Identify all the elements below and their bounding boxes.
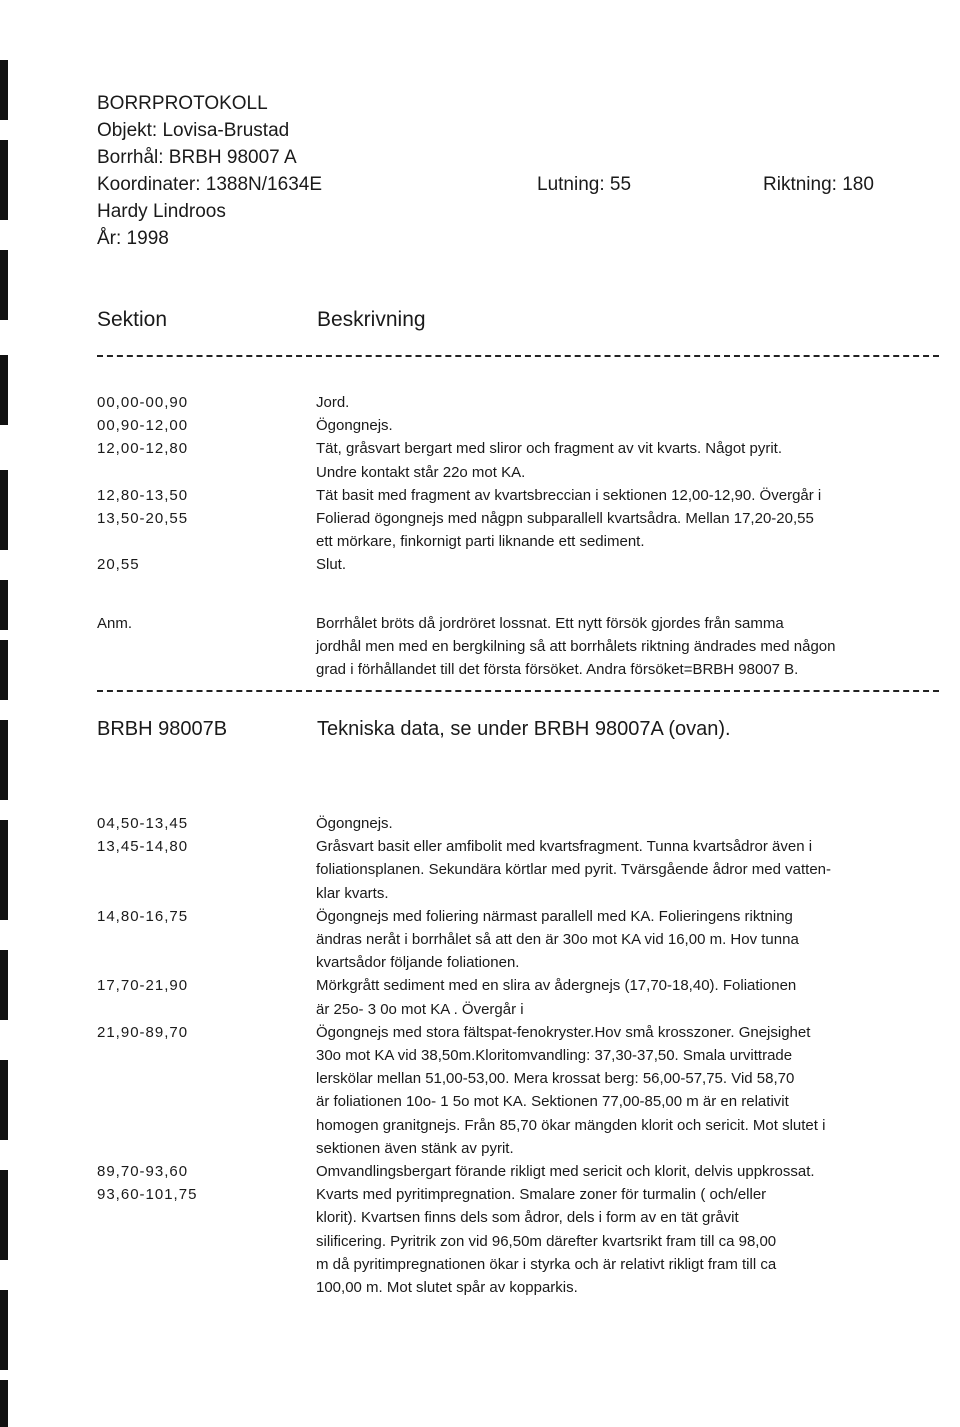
drill-log-a [97, 391, 956, 577]
margin-mark [0, 1060, 8, 1140]
margin-mark [0, 820, 8, 920]
log-entry-section: 14,80-16,75 [97, 907, 189, 925]
year-line: År: 1998 [97, 228, 169, 249]
margin-mark [0, 950, 8, 1020]
log-entry-description [316, 437, 956, 483]
remark-text [316, 612, 956, 682]
log-entry-section: 12,80-13,50 [97, 486, 189, 504]
document-header [97, 90, 874, 252]
margin-mark [0, 250, 8, 320]
margin-mark [0, 60, 8, 120]
log-entry [97, 1021, 956, 1160]
section-b-note: Tekniska data, se under BRBH 98007A (ovan). [317, 718, 731, 740]
description-line: Jord. [316, 394, 350, 411]
margin-mark [0, 470, 8, 550]
objekt-line: Objekt: Lovisa-Brustad [97, 120, 290, 141]
description-line: Mörkgrått sediment med en slira av ådergnejs (17,70-18,40). Foliationen [316, 977, 797, 995]
divider-bottom [97, 690, 939, 692]
description-line: 30o mot KA vid 38,50m.Kloritomvandling: 37,30-37,50. Smala urvittrade [316, 1047, 793, 1065]
description-line: sektionen även stänk av pyrit. [316, 1139, 514, 1157]
description-line: Tät, gråsvart bergart med sliror och fragment av vit kvarts. Något pyrit. [316, 440, 782, 458]
log-entry-section: 17,70-21,90 [97, 977, 189, 995]
margin-mark [0, 720, 8, 800]
log-entry-section: 12,00-12,80 [97, 440, 189, 458]
riktning-value: Riktning: 180 [763, 174, 874, 195]
log-entry [97, 974, 956, 1020]
description-line: m då pyritimpregnationen ökar i styrka och är relativt rikligt fram till ca [316, 1255, 777, 1273]
description-line: Omvandlingsbergart förande rikligt med sericit och klorit, delvis uppkrossat. [316, 1163, 815, 1181]
margin-mark [0, 640, 8, 700]
log-entry-description [316, 414, 956, 437]
log-entry-description [316, 484, 956, 507]
koordinater-line: Koordinater: 1388N/1634E [97, 174, 322, 195]
margin-mark [0, 140, 8, 220]
description-line: Ögongnejs med stora fältspat-fenokryster.Hov små krosszoner. Gnejsighet [316, 1023, 811, 1041]
description-line: lerskölar mellan 51,00-53,00. Mera krossat berg: 56,00-57,75. Vid 58,70 [316, 1070, 795, 1088]
description-line: klar kvarts. [316, 884, 389, 902]
log-entry-section: 00,00-00,90 [97, 394, 189, 411]
description-line: är foliationen 10o- 1 5o mot KA. Sektionen 77,00-85,00 m är en relativit [316, 1093, 789, 1111]
description-line: Ögongnejs. [316, 815, 393, 832]
log-entry-section: 04,50-13,45 [97, 815, 189, 832]
log-entry-description [316, 1183, 956, 1299]
log-entry [97, 437, 956, 483]
description-line: klorit). Kvartsen finns dels som ådror, dels i form av en tät gråvit [316, 1209, 739, 1227]
section-b-id: BRBH 98007B [97, 718, 228, 740]
description-line: Kvarts med pyritimpregnation. Smalare zoner för turmalin ( och/eller [316, 1186, 767, 1204]
margin-mark [0, 580, 8, 630]
description-line: är 25o- 3 0o mot KA . Övergår i [316, 1000, 524, 1018]
description-line: ändras neråt i borrhålet så att den är 30o mot KA vid 16,00 m. Hov tunna [316, 931, 799, 949]
log-entry [97, 905, 956, 975]
drill-log-b [97, 812, 956, 1299]
description-column-header: Beskrivning [317, 308, 426, 331]
author-line: Hardy Lindroos [97, 201, 226, 222]
description-line: homogen granitgnejs. Från 85,70 ökar mängden klorit och sericit. Mot slutet i [316, 1116, 826, 1134]
log-entry [97, 484, 956, 507]
description-line: ett mörkare, finkornigt parti liknande ett sediment. [316, 533, 645, 551]
coordinates-row [97, 171, 874, 198]
description-line: silificering. Pyritrik zon vid 96,50m därefter kvartsrikt fram till ca 98,00 [316, 1232, 777, 1250]
remark-line: grad i förhållandet till det första försöket. Andra försöket=BRBH 98007 B. [316, 661, 799, 679]
log-entry [97, 414, 956, 437]
description-line: 100,00 m. Mot slutet spår av kopparkis. [316, 1279, 578, 1297]
log-entry [97, 812, 956, 835]
borrhal-line: Borrhål: BRBH 98007 A [97, 147, 297, 168]
margin-mark [0, 1170, 8, 1260]
description-line: foliationsplanen. Sekundära körtlar med pyrit. Tvärsgående ådror med vatten- [316, 861, 832, 879]
log-entry [97, 835, 956, 905]
description-line: Ögongnejs med foliering närmast parallell med KA. Folieringens riktning [316, 907, 793, 925]
margin-mark [0, 355, 8, 425]
margin-mark [0, 1290, 8, 1370]
description-line: kvartsådor följande foliationen. [316, 954, 520, 972]
log-entry [97, 553, 956, 576]
log-entry-description [316, 905, 956, 975]
description-line: Gråsvart basit eller amfibolit med kvartsfragment. Tunna kvartsådror även i [316, 838, 813, 856]
log-entry-description [316, 1160, 956, 1183]
description-line: Undre kontakt står 22o mot KA. [316, 463, 526, 481]
log-entry-description [316, 553, 956, 576]
remark-line: Borrhålet bröts då jordröret lossnat. Ett nytt försök gjordes från samma [316, 615, 784, 632]
log-entry-description [316, 835, 956, 905]
log-entry-section: 20,55 [97, 556, 140, 574]
section-column-header: Sektion [97, 308, 168, 331]
log-entry-description [316, 391, 956, 414]
description-line: Folierad ögongnejs med någpn subparallell kvartsådra. Mellan 17,20-20,55 [316, 510, 814, 528]
remark-label: Anm. [97, 615, 133, 632]
log-entry [97, 1160, 956, 1183]
description-line: Slut. [316, 556, 347, 574]
log-entry [97, 391, 956, 414]
remark-line: jordhål men med en bergkilning så att borrhålets riktning ändrades med någon [316, 638, 836, 656]
log-entry-description [316, 507, 956, 553]
log-entry-description [316, 974, 956, 1020]
log-entry-section: 93,60-101,75 [97, 1186, 198, 1204]
log-entry [97, 1183, 956, 1299]
log-entry-section: 13,45-14,80 [97, 838, 189, 856]
log-entry-section: 00,90-12,00 [97, 417, 189, 435]
description-line: Tät basit med fragment av kvartsbreccian i sektionen 12,00-12,90. Övergår i [316, 486, 822, 504]
log-entry [97, 507, 956, 553]
description-line: Ögongnejs. [316, 417, 393, 435]
log-entry-section: 21,90-89,70 [97, 1023, 189, 1041]
document-title: BORRPROTOKOLL [97, 93, 268, 114]
divider-top [97, 355, 939, 357]
remark-block [97, 612, 960, 682]
log-entry-description [316, 1021, 956, 1160]
log-entry-description [316, 812, 956, 835]
margin-mark [0, 1380, 8, 1427]
log-entry-section: 89,70-93,60 [97, 1163, 189, 1181]
lutning-value: Lutning: 55 [537, 174, 632, 195]
log-entry-section: 13,50-20,55 [97, 510, 189, 528]
